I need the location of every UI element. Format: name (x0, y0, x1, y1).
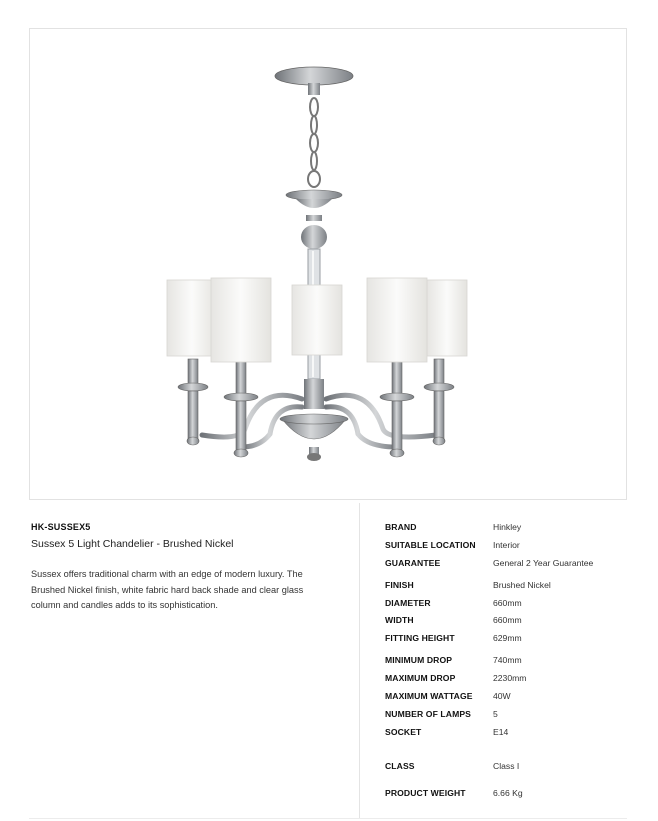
spec-label: SOCKET (385, 727, 422, 737)
spec-value: Class I (493, 761, 520, 771)
spec-value: 40W (493, 691, 511, 701)
product-sku: HK-SUSSEX5 (31, 522, 91, 532)
spec-label: SUITABLE LOCATION (385, 540, 476, 550)
spec-value: E14 (493, 727, 509, 737)
spec-label: PRODUCT WEIGHT (385, 788, 466, 798)
spec-label: WIDTH (385, 615, 414, 625)
chandelier-image (30, 29, 628, 501)
spec-value: 629mm (493, 633, 522, 643)
spec-value: Brushed Nickel (493, 580, 551, 590)
spec-label: FITTING HEIGHT (385, 633, 455, 643)
product-summary (31, 522, 331, 614)
spec-value: 6.66 Kg (493, 788, 523, 798)
product-image-frame (29, 28, 627, 500)
spec-value: 740mm (493, 655, 522, 665)
spec-value: 5 (493, 709, 498, 719)
column-divider (359, 503, 360, 819)
spec-label: MAXIMUM DROP (385, 673, 456, 683)
spec-value: 660mm (493, 615, 522, 625)
spec-value: Interior (493, 540, 520, 550)
spec-label: DIAMETER (385, 598, 431, 608)
bottom-divider (29, 818, 627, 819)
spec-value: 2230mm (493, 673, 527, 683)
spec-value: Hinkley (493, 522, 522, 532)
spec-label: FINISH (385, 580, 414, 590)
spec-label: GUARANTEE (385, 558, 441, 568)
spec-label: CLASS (385, 761, 415, 771)
spec-value: General 2 Year Guarantee (493, 558, 594, 568)
product-title: Sussex 5 Light Chandelier - Brushed Nickel (31, 538, 234, 550)
spec-label: MAXIMUM WATTAGE (385, 691, 473, 701)
spec-label: BRAND (385, 522, 417, 532)
spec-label: NUMBER OF LAMPS (385, 709, 472, 719)
spec-label: MINIMUM DROP (385, 655, 453, 665)
product-description: Sussex offers traditional charm with an edge of modern luxury. The Brushed Nickel finish, white fabric hard back shade and clear glass column and candles adds to its sophistication. (31, 569, 304, 610)
spec-value: 660mm (493, 598, 522, 608)
